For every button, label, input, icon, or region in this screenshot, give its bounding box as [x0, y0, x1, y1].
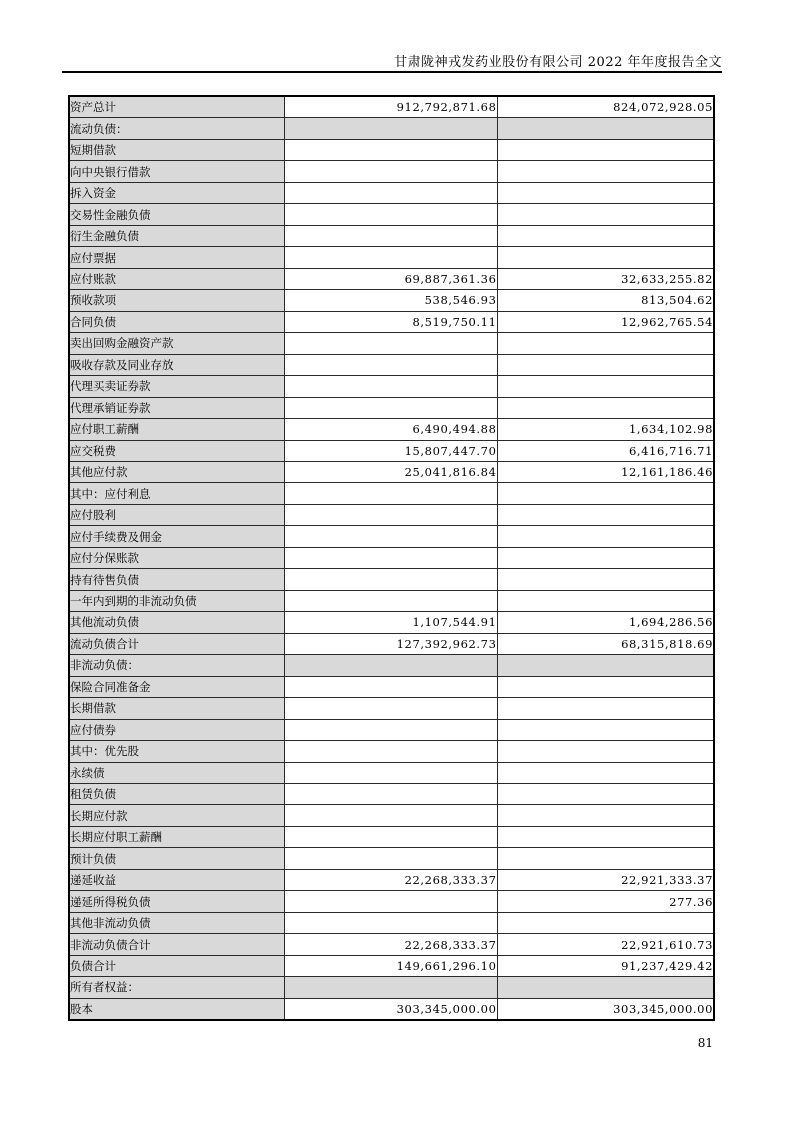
value-previous-period	[497, 204, 714, 225]
row-label: 卖出回购金融资产款	[69, 333, 284, 354]
table-row	[69, 139, 714, 160]
value-previous-period	[497, 397, 714, 418]
value-current-period	[284, 762, 497, 783]
row-label: 租赁负债	[69, 784, 284, 805]
value-current-period	[284, 526, 497, 547]
row-label: 其中：优先股	[69, 741, 284, 762]
value-previous-period	[497, 247, 714, 268]
table-row	[69, 869, 714, 890]
row-label: 衍生金融负债	[69, 225, 284, 246]
table-row	[69, 161, 714, 182]
value-current-period	[284, 376, 497, 397]
row-label: 长期借款	[69, 698, 284, 719]
value-current-period	[284, 161, 497, 182]
section-row	[69, 977, 714, 998]
value-previous-period: 824,072,928.05	[497, 96, 714, 118]
row-label: 其他非流动负债	[69, 912, 284, 933]
value-current-period: 25,041,816.84	[284, 461, 497, 482]
table-row	[69, 526, 714, 547]
report-header-title: 甘肃陇神戎发药业股份有限公司 2022 年年度报告全文	[394, 55, 722, 70]
row-label: 股本	[69, 998, 284, 1020]
value-current-period	[284, 784, 497, 805]
row-label: 非流动负债：	[69, 655, 284, 676]
value-previous-period: 22,921,333.37	[497, 869, 714, 890]
row-label: 应交税费	[69, 440, 284, 461]
row-label: 代理承销证券款	[69, 397, 284, 418]
table-row	[69, 912, 714, 933]
row-label: 交易性金融负债	[69, 204, 284, 225]
table-row	[69, 547, 714, 568]
value-previous-period	[497, 741, 714, 762]
row-label: 非流动负债合计	[69, 934, 284, 955]
value-previous-period: 277.36	[497, 891, 714, 912]
row-label: 应付股利	[69, 504, 284, 525]
table-row	[69, 268, 714, 289]
value-current-period	[284, 182, 497, 203]
value-current-period	[284, 826, 497, 847]
value-previous-period	[497, 826, 714, 847]
row-label: 代理买卖证券款	[69, 376, 284, 397]
table-row	[69, 204, 714, 225]
table-row	[69, 354, 714, 375]
value-previous-period	[497, 590, 714, 611]
value-previous-period	[497, 719, 714, 740]
header-rule	[62, 71, 722, 73]
value-current-period: 6,490,494.88	[284, 419, 497, 440]
row-label: 应付账款	[69, 268, 284, 289]
row-label: 应付债券	[69, 719, 284, 740]
value-previous-period: 1,634,102.98	[497, 419, 714, 440]
value-previous-period	[497, 225, 714, 246]
table-row	[69, 612, 714, 633]
value-previous-period	[497, 483, 714, 504]
table-row	[69, 955, 714, 976]
row-label: 所有者权益：	[69, 977, 284, 998]
value-current-period	[284, 504, 497, 525]
row-label: 长期应付职工薪酬	[69, 826, 284, 847]
table-row	[69, 504, 714, 525]
table-row	[69, 676, 714, 697]
value-current-period	[284, 655, 497, 676]
table-row	[69, 461, 714, 482]
value-current-period: 22,268,333.37	[284, 934, 497, 955]
row-label: 资产总计	[69, 96, 284, 118]
row-label: 吸收存款及同业存放	[69, 354, 284, 375]
value-current-period	[284, 891, 497, 912]
table-row	[69, 397, 714, 418]
value-previous-period	[497, 848, 714, 869]
value-previous-period	[497, 569, 714, 590]
row-label: 保险合同准备金	[69, 676, 284, 697]
row-label: 递延所得税负债	[69, 891, 284, 912]
row-label: 合同负债	[69, 311, 284, 332]
table-row	[69, 225, 714, 246]
value-previous-period	[497, 762, 714, 783]
row-label: 拆入资金	[69, 182, 284, 203]
value-current-period	[284, 547, 497, 568]
value-current-period	[284, 139, 497, 160]
row-label: 预收款项	[69, 290, 284, 311]
table-row	[69, 247, 714, 268]
value-current-period	[284, 590, 497, 611]
value-current-period	[284, 247, 497, 268]
row-label: 应付分保账款	[69, 547, 284, 568]
value-previous-period	[497, 547, 714, 568]
value-current-period	[284, 741, 497, 762]
row-label: 其他流动负债	[69, 612, 284, 633]
row-label: 预计负债	[69, 848, 284, 869]
value-current-period: 127,392,962.73	[284, 633, 497, 654]
row-label: 负债合计	[69, 955, 284, 976]
value-current-period	[284, 118, 497, 139]
value-previous-period	[497, 333, 714, 354]
table-row	[69, 784, 714, 805]
value-current-period	[284, 354, 497, 375]
value-previous-period	[497, 698, 714, 719]
value-current-period	[284, 333, 497, 354]
row-label: 应付职工薪酬	[69, 419, 284, 440]
row-label: 一年内到期的非流动负债	[69, 590, 284, 611]
value-previous-period	[497, 805, 714, 826]
row-label: 其他应付款	[69, 461, 284, 482]
value-previous-period: 22,921,610.73	[497, 934, 714, 955]
value-previous-period: 6,416,716.71	[497, 440, 714, 461]
table-row	[69, 376, 714, 397]
value-previous-period	[497, 161, 714, 182]
value-current-period: 8,519,750.11	[284, 311, 497, 332]
row-label: 递延收益	[69, 869, 284, 890]
row-label: 短期借款	[69, 139, 284, 160]
table-row	[69, 805, 714, 826]
value-current-period: 303,345,000.00	[284, 998, 497, 1020]
value-current-period	[284, 569, 497, 590]
table-row	[69, 311, 714, 332]
table-row	[69, 698, 714, 719]
value-previous-period	[497, 977, 714, 998]
value-current-period	[284, 719, 497, 740]
table-row	[69, 440, 714, 461]
row-label: 流动负债合计	[69, 633, 284, 654]
table-row	[69, 633, 714, 654]
value-current-period: 149,661,296.10	[284, 955, 497, 976]
value-current-period	[284, 977, 497, 998]
value-previous-period	[497, 784, 714, 805]
value-current-period: 15,807,447.70	[284, 440, 497, 461]
value-current-period	[284, 912, 497, 933]
section-row	[69, 655, 714, 676]
table-row	[69, 848, 714, 869]
table-row	[69, 333, 714, 354]
value-current-period	[284, 805, 497, 826]
value-current-period	[284, 483, 497, 504]
value-current-period	[284, 397, 497, 418]
table-row	[69, 590, 714, 611]
value-previous-period: 12,962,765.54	[497, 311, 714, 332]
table-row	[69, 998, 714, 1020]
row-label: 长期应付款	[69, 805, 284, 826]
value-previous-period	[497, 655, 714, 676]
balance-sheet-table	[68, 95, 715, 1021]
table-row	[69, 483, 714, 504]
value-current-period	[284, 698, 497, 719]
table-row	[69, 762, 714, 783]
row-label: 其中：应付利息	[69, 483, 284, 504]
value-current-period	[284, 204, 497, 225]
value-previous-period	[497, 182, 714, 203]
value-previous-period	[497, 118, 714, 139]
value-previous-period: 12,161,186.46	[497, 461, 714, 482]
page-number: 81	[697, 1036, 713, 1050]
table-row	[69, 891, 714, 912]
value-previous-period	[497, 676, 714, 697]
value-previous-period	[497, 139, 714, 160]
value-previous-period: 1,694,286.56	[497, 612, 714, 633]
value-current-period: 69,887,361.36	[284, 268, 497, 289]
value-previous-period	[497, 912, 714, 933]
table-row	[69, 182, 714, 203]
table-row	[69, 96, 714, 118]
value-previous-period	[497, 376, 714, 397]
table-row	[69, 719, 714, 740]
table-row	[69, 290, 714, 311]
value-current-period: 912,792,871.68	[284, 96, 497, 118]
row-label: 流动负债：	[69, 118, 284, 139]
row-label: 向中央银行借款	[69, 161, 284, 182]
value-current-period: 22,268,333.37	[284, 869, 497, 890]
table-row	[69, 934, 714, 955]
section-row	[69, 118, 714, 139]
value-previous-period	[497, 354, 714, 375]
value-previous-period: 303,345,000.00	[497, 998, 714, 1020]
value-previous-period: 91,237,429.42	[497, 955, 714, 976]
row-label: 应付手续费及佣金	[69, 526, 284, 547]
table-row	[69, 419, 714, 440]
row-label: 持有待售负债	[69, 569, 284, 590]
value-current-period	[284, 225, 497, 246]
table-row	[69, 826, 714, 847]
value-previous-period: 68,315,818.69	[497, 633, 714, 654]
value-current-period	[284, 848, 497, 869]
table-row	[69, 569, 714, 590]
value-previous-period	[497, 526, 714, 547]
value-current-period: 1,107,544.91	[284, 612, 497, 633]
value-previous-period: 813,504.62	[497, 290, 714, 311]
value-previous-period	[497, 504, 714, 525]
value-current-period	[284, 676, 497, 697]
row-label: 应付票据	[69, 247, 284, 268]
table-row	[69, 741, 714, 762]
row-label: 永续债	[69, 762, 284, 783]
value-current-period: 538,546.93	[284, 290, 497, 311]
value-previous-period: 32,633,255.82	[497, 268, 714, 289]
